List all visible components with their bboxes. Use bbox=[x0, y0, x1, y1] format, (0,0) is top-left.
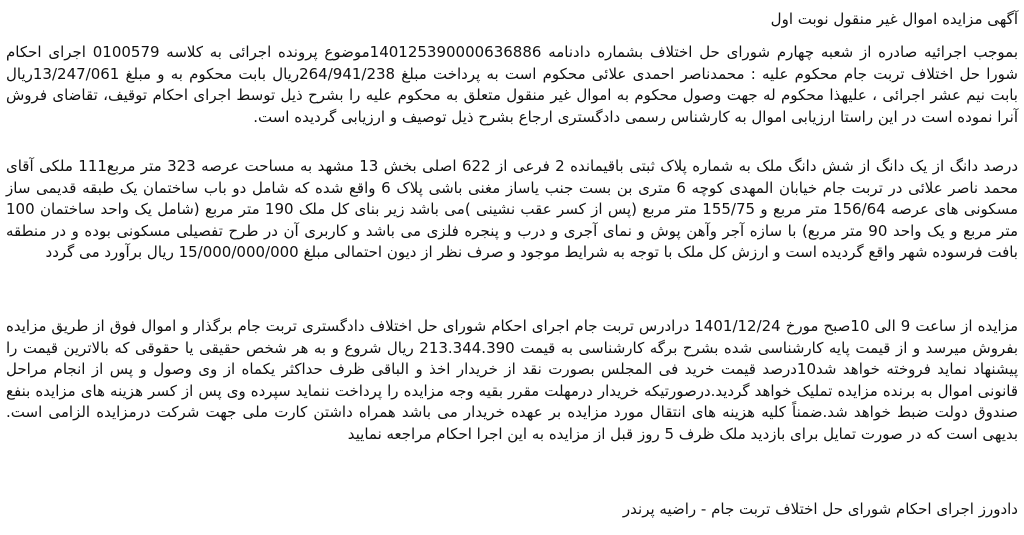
notice-paragraph-property-description: درصد دانگ از یک دانگ از شش دانگ ملک به شماره پلاک ثبتی باقیمانده 2 فرعی از 622 اصلی بخش 13 مشهد به مساحت عرصه 323 متر مربع111 ملکی آقای محمد ناصر علائی در تربت جام خیابان المهدی کوچه 6 متری بن بست جنب یاساز مغنی باشی پلاک 6 واقع شده که شامل دو باب ساختمان یک طبقه قدیمی ساز مسکونی های عرصه 156/64 متر مربع و 155/75 متر مربع (پس از کسر عقب نشینی )می باشد زیر بنای کل ملک 190 متر مربع (شامل یک واحد ساختمان 100 متر مربع و یک واحد 90 متر مربع) با سازه آجر وآهن پوش و نمای آجری و درب و پنجره فلزی می باشد و کاربری آن در طرح تفصیلی مسکونی بوده و در منطقه بافت فرسوده شهر واقع گردیده است و ارزش کل ملک با توجه به شرایط موجود و صرف نظر از دیون احتمالی مبلغ 15/000/000/000 ریال برآورد می گردد bbox=[6, 157, 1019, 262]
notice-paragraph-enforcement: بموجب اجرائیه صادره از شعبه چهارم شورای حل اختلاف بشماره دادنامه 140125390000636886موضوع پرونده اجرائی به کلاسه 0100579 اجرای احکام شورا حل اختلاف تربت جام محکوم علیه : محمدناصر احمدی علائی محکوم است به پرداخت مبلغ 264/941/238ریال بابت محکوم به و مبلغ 13/247/061ریال بابت نیم عشر اجرائی ، علیهذا محکوم له جهت وصول محکوم به اموال غیر منقول متعلق به محکوم علیه را بشرح ذیل توسط اجرای احکام توقیف، تقاضای فروش آنرا نموده است در این راستا ارزیابی اموال به کارشناس رسمی دادگستری ارجاع بشرح ذیل توصیف و ارزیابی گردیده است. bbox=[6, 43, 1018, 126]
notice-title: آگهی مزایده اموال غیر منقول نوبت اول bbox=[770, 10, 1018, 28]
auction-notice bbox=[6, 0, 1018, 535]
notice-signature: دادورز اجرای احکام شورای حل اختلاف تربت جام - راضیه پرندر bbox=[622, 500, 1018, 518]
notice-paragraph-auction-terms: مزایده از ساعت 9 الی 10صبح مورخ 1401/12/24 درادرس تربت جام اجرای احکام شورای حل اختلاف دادگستری تربت جام برگذار و اموال فوق از طریق مزایده بفروش میرسد و از قیمت پایه کارشناسی شده بشرح برگه کارشناسی به قیمت 213.344.390 ریال شروع و به هر شخص حقیقی یا حقوقی که بالاترین قیمت را پیشنهاد نماید فروخته خواهد شد10درصد قیمت خرید فی المجلس بصورت نقد از خریدار اخذ و الباقی ظرف حداکثر یکماه از وی وصول و پس از انجام مراحل قانونی اموال به برنده مزایده تملیک خواهد گردید.درصورتیکه خریدار درمهلت مقرر بقیه وجه مزایده را پرداخت ننماید سپرده وی پس از کسر هزینه های مزایده بنفع صندوق دولت ضبط خواهد شد.ضمناً کلیه هزینه های انتقال مورد مزایده بر عهده خریدار می باشد همراه داشتن کارت ملی جهت شرکت درمزایده الزامی است. بدیهی است که در صورت تمایل برای بازدید ملک ظرف 5 روز قبل از مزایده به این اجرا احکام مراجعه نمایید bbox=[6, 317, 1018, 443]
